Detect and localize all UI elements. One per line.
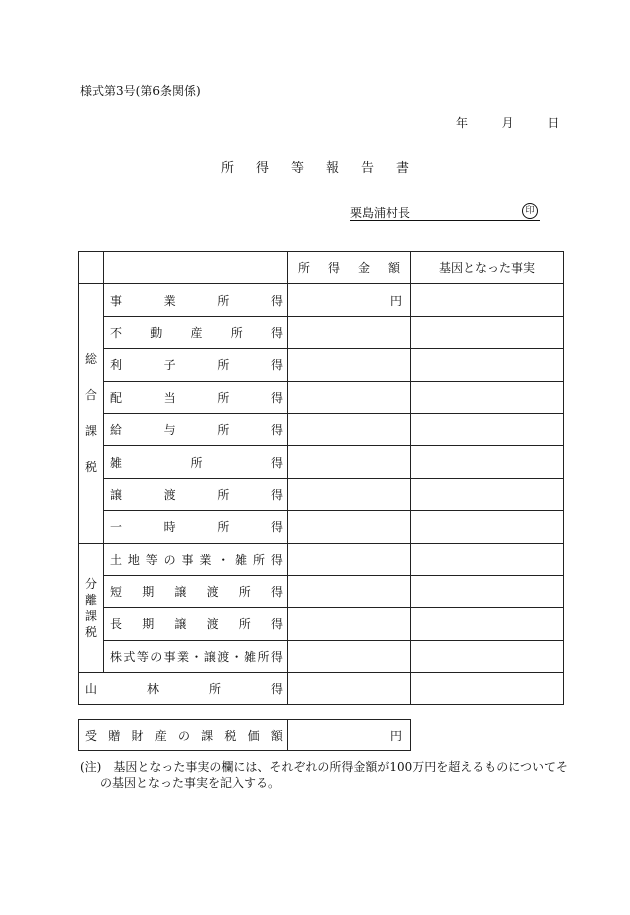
- amount-cell[interactable]: [288, 413, 411, 445]
- amount-cell[interactable]: [288, 673, 411, 705]
- fact-cell[interactable]: [411, 316, 564, 348]
- date-line: [456, 114, 559, 131]
- form-number-label: 様式第3号(第6条関係): [80, 84, 201, 98]
- income-row: [79, 381, 564, 413]
- date-day: 日: [547, 116, 560, 130]
- seal-mark: 印: [522, 203, 538, 219]
- fact-cell[interactable]: [411, 575, 564, 607]
- title-text: 所 得 等 報 告 書: [220, 161, 410, 176]
- separate-tax-section: [79, 543, 564, 673]
- amount-cell[interactable]: [288, 511, 411, 543]
- fact-cell[interactable]: [411, 511, 564, 543]
- income-row: [79, 478, 564, 510]
- amount-cell[interactable]: [288, 640, 411, 672]
- income-item-label: 給 与 所 得: [104, 413, 288, 445]
- amount-cell[interactable]: [288, 478, 411, 510]
- forest-row: [79, 673, 564, 705]
- fact-cell[interactable]: [411, 446, 564, 478]
- income-item-label: 譲 渡 所 得: [104, 478, 288, 510]
- amount-cell[interactable]: 円: [288, 284, 411, 316]
- income-item-label: 雑 所 得: [104, 446, 288, 478]
- recipient-line: [350, 204, 540, 221]
- amount-cell[interactable]: [288, 543, 411, 575]
- note: [80, 759, 568, 791]
- income-row: [79, 446, 564, 478]
- gift-label: 受 贈 財 産 の 課 税 価 額: [79, 720, 288, 751]
- total-tax-section: [79, 284, 564, 543]
- note-line-2: の基因となった事実を記入する。: [100, 776, 281, 790]
- fact-cell[interactable]: [411, 640, 564, 672]
- amount-cell[interactable]: [288, 446, 411, 478]
- fact-cell[interactable]: [411, 349, 564, 381]
- amount-cell[interactable]: [288, 608, 411, 640]
- gift-amount-cell[interactable]: 円: [288, 720, 411, 751]
- recipient-name: 栗島浦村長: [350, 206, 411, 220]
- income-item-label: 短 期 譲 渡 所 得: [104, 575, 288, 607]
- fact-header: 基因となった事実: [411, 252, 564, 284]
- gift-row: [79, 720, 411, 751]
- income-row: [79, 413, 564, 445]
- fact-cell[interactable]: [411, 543, 564, 575]
- income-row: [79, 284, 564, 316]
- date-month: 月: [501, 116, 514, 130]
- fact-cell[interactable]: [411, 478, 564, 510]
- fact-cell[interactable]: [411, 381, 564, 413]
- forest-label: 山 林 所 得: [79, 673, 288, 705]
- income-item-label: 利 子 所 得: [104, 349, 288, 381]
- amount-cell[interactable]: [288, 349, 411, 381]
- income-item-label: 株 式 等 の 事 業 ・ 譲 渡 ・ 雑 所 得: [104, 640, 288, 672]
- income-row: [79, 511, 564, 543]
- amount-cell[interactable]: [288, 575, 411, 607]
- amount-cell[interactable]: [288, 316, 411, 348]
- income-item-label: 土 地 等 の 事 業 ・ 雑 所 得: [104, 543, 288, 575]
- income-table: [78, 251, 564, 705]
- fact-cell[interactable]: [411, 284, 564, 316]
- income-item-label: 一 時 所 得: [104, 511, 288, 543]
- income-item-label: 不 動 産 所 得: [104, 316, 288, 348]
- date-year: 年: [456, 116, 469, 130]
- amount-header: 所 得 金 額: [288, 252, 411, 284]
- fact-cell[interactable]: [411, 673, 564, 705]
- income-item-label: 事 業 所 得: [104, 284, 288, 316]
- income-row: [79, 316, 564, 348]
- header-row: [79, 252, 564, 284]
- note-line-1: (注) 基因となった事実の欄には、それぞれの所得金額が100万円を超えるものについてそ: [80, 760, 569, 774]
- income-row: [79, 349, 564, 381]
- document-title: [0, 157, 630, 176]
- gift-table: [78, 719, 411, 751]
- category-cell: 総 合 課 税: [79, 284, 104, 543]
- amount-cell[interactable]: [288, 381, 411, 413]
- fact-cell[interactable]: [411, 608, 564, 640]
- income-row: [79, 543, 564, 575]
- income-item-label: 長 期 譲 渡 所 得: [104, 608, 288, 640]
- income-item-label: 配 当 所 得: [104, 381, 288, 413]
- fact-cell[interactable]: [411, 413, 564, 445]
- category-cell: 分 離 課 税: [79, 543, 104, 673]
- income-row: [79, 608, 564, 640]
- income-row: [79, 640, 564, 672]
- income-row: [79, 575, 564, 607]
